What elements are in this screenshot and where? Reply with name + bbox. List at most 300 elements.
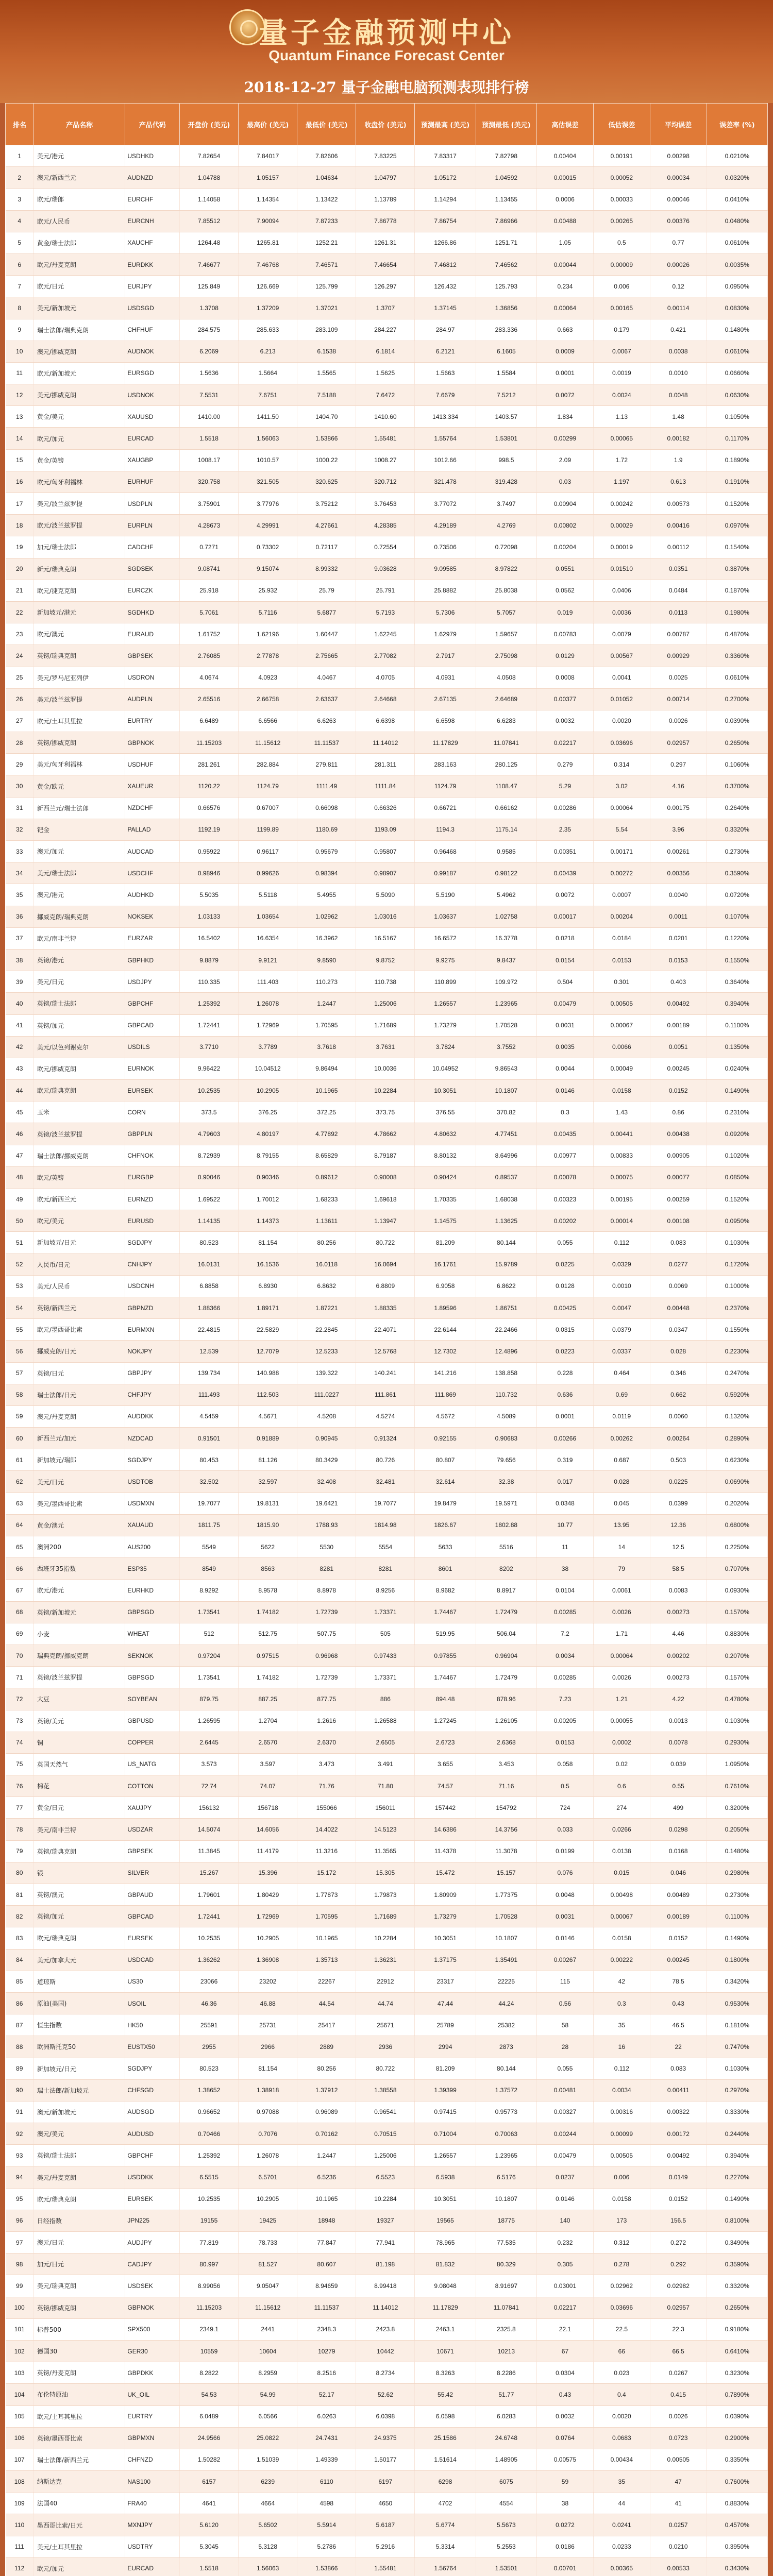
table-cell: 0.687 xyxy=(593,1449,650,1471)
table-cell: EURNOK xyxy=(125,1058,180,1079)
table-cell: 18948 xyxy=(297,2210,356,2231)
table-cell: GBPCHF xyxy=(125,2145,180,2166)
table-cell: 0.1570% xyxy=(707,1667,767,1688)
table-row xyxy=(6,1514,768,1536)
table-cell: 1.38918 xyxy=(239,2079,297,2101)
table-cell: 0.0199 xyxy=(537,1840,594,1862)
table-cell: 0.5 xyxy=(593,232,650,253)
table-cell: 8.99056 xyxy=(180,2275,239,2297)
table-cell: 1.03133 xyxy=(180,906,239,927)
table-cell: 0.0304 xyxy=(537,2362,594,2384)
table-cell: 0.006 xyxy=(593,2166,650,2188)
table-cell: 1.55481 xyxy=(356,428,415,449)
table-cell: 7.86754 xyxy=(415,210,476,232)
table-cell: 英镑/墨西哥比索 xyxy=(33,2427,125,2449)
table-cell: 5633 xyxy=(415,1536,476,1558)
table-cell: USDTRY xyxy=(125,2536,180,2557)
table-cell: 0.95807 xyxy=(356,841,415,862)
table-cell: GBPUSD xyxy=(125,1710,180,1732)
table-cell: 5.4955 xyxy=(297,884,356,906)
table-cell: 0.0146 xyxy=(537,1080,594,1101)
table-cell: 10279 xyxy=(297,2340,356,2362)
table-cell: 8.99332 xyxy=(297,558,356,580)
table-cell: 14.5123 xyxy=(356,1819,415,1840)
table-cell: 6.8632 xyxy=(297,1275,356,1297)
table-cell: NOKSEK xyxy=(125,906,180,927)
table-cell: 0.0257 xyxy=(650,2514,707,2536)
table-cell: 59 xyxy=(537,2471,594,2493)
table-cell: 0.00266 xyxy=(537,1428,594,1449)
table-cell: 0.00802 xyxy=(537,515,594,536)
table-cell: 1.04592 xyxy=(476,167,536,189)
table-cell: 0.0146 xyxy=(537,2188,594,2210)
table-cell: 0.1060% xyxy=(707,754,767,775)
table-row xyxy=(6,667,768,688)
table-cell: 0.0683 xyxy=(593,2427,650,2449)
table-cell: 0.4 xyxy=(593,2384,650,2405)
table-cell: 11 xyxy=(537,1536,594,1558)
table-cell: 11.3565 xyxy=(356,1840,415,1862)
table-cell: 墨西哥比索/日元 xyxy=(33,2514,125,2536)
table-cell: 0.72117 xyxy=(297,536,356,558)
table-row xyxy=(6,253,768,275)
table-cell: 3.77976 xyxy=(239,493,297,515)
table-cell: 9.09585 xyxy=(415,558,476,580)
table-cell: 0.00298 xyxy=(650,145,707,167)
table-cell: 0.00441 xyxy=(593,1123,650,1145)
table-cell: 0.015 xyxy=(593,1862,650,1884)
column-header: 最高价 (美元) xyxy=(239,104,297,145)
table-cell: 11 xyxy=(6,362,34,384)
table-cell: 0.045 xyxy=(593,1493,650,1514)
table-row xyxy=(6,1145,768,1166)
table-cell: 美元/匈牙利福林 xyxy=(33,754,125,775)
table-cell: 0.91324 xyxy=(356,1428,415,1449)
table-cell: 2936 xyxy=(356,2036,415,2058)
table-cell: 0.00411 xyxy=(650,2079,707,2101)
table-cell: 欧元/新西兰元 xyxy=(33,1189,125,1210)
table-cell: 0.1320% xyxy=(707,1405,767,1427)
table-cell: GBPNOK xyxy=(125,2297,180,2318)
table-cell: 140.241 xyxy=(356,1362,415,1384)
table-cell: 9 xyxy=(6,319,34,341)
table-cell: 52 xyxy=(6,1253,34,1275)
table-cell: 64 xyxy=(6,1514,34,1536)
table-cell: 0.66721 xyxy=(415,797,476,819)
table-cell: 110.273 xyxy=(297,971,356,993)
table-cell: 4702 xyxy=(415,2493,476,2514)
table-cell: 0.055 xyxy=(537,2058,594,2079)
table-row xyxy=(6,536,768,558)
table-cell: 8.91697 xyxy=(476,2275,536,2297)
table-cell: 6239 xyxy=(239,2471,297,2493)
table-cell: 1.37021 xyxy=(297,297,356,319)
table-cell: 5.7057 xyxy=(476,601,536,623)
table-cell: 0.99626 xyxy=(239,862,297,884)
table-row xyxy=(6,384,768,406)
table-cell: 10.1965 xyxy=(297,2188,356,2210)
table-cell: 英镑/挪威克朗 xyxy=(33,732,125,754)
table-cell: EURZAR xyxy=(125,927,180,949)
table-cell: 25.8882 xyxy=(415,580,476,601)
table-cell: 22225 xyxy=(476,1971,536,1992)
table-cell: 5.2553 xyxy=(476,2536,536,2557)
table-row xyxy=(6,276,768,297)
table-cell: USDDKK xyxy=(125,2166,180,2188)
table-cell: 10604 xyxy=(239,2340,297,2362)
table-cell: 54 xyxy=(6,1297,34,1318)
table-cell: 0.0723 xyxy=(650,2427,707,2449)
table-cell: 0.5 xyxy=(537,1775,594,1797)
table-cell: EURDKK xyxy=(125,253,180,275)
table-cell: 0.00175 xyxy=(650,797,707,819)
table-cell: 879.75 xyxy=(180,1688,239,1710)
table-cell: 0.70466 xyxy=(180,2123,239,2145)
table-cell: 0.3940% xyxy=(707,993,767,1014)
table-cell: 0.2980% xyxy=(707,1862,767,1884)
table-cell: 1.86751 xyxy=(476,1297,536,1318)
table-cell: 1.14135 xyxy=(180,1210,239,1232)
table-cell: 75 xyxy=(6,1753,34,1775)
table-cell: 519.95 xyxy=(415,1623,476,1645)
table-cell: 2463.1 xyxy=(415,2318,476,2340)
table-cell: 0.415 xyxy=(650,2384,707,2405)
table-cell: 1.26557 xyxy=(415,2145,476,2166)
table-cell: 0.272 xyxy=(650,2232,707,2253)
table-row xyxy=(6,1210,768,1232)
table-cell: 16.0694 xyxy=(356,1253,415,1275)
table-cell: 0.02982 xyxy=(650,2275,707,2297)
table-cell: 54.99 xyxy=(239,2384,297,2405)
table-cell: GBPHKD xyxy=(125,949,180,971)
table-cell: 24.9566 xyxy=(180,2427,239,2449)
table-cell: USDSGD xyxy=(125,297,180,319)
table-cell: 0.00067 xyxy=(593,1014,650,1036)
table-cell: 0.00195 xyxy=(593,1189,650,1210)
table-cell: 澳元/美元 xyxy=(33,2123,125,2145)
table-cell: 10.2535 xyxy=(180,1927,239,1949)
table-row xyxy=(6,2166,768,2188)
table-cell: 0.1540% xyxy=(707,536,767,558)
table-cell: 0.7076 xyxy=(239,2123,297,2145)
table-cell: 欧元/加元 xyxy=(33,428,125,449)
table-row xyxy=(6,1536,768,1558)
table-cell: 0.0484 xyxy=(650,580,707,601)
table-cell: 1.13422 xyxy=(297,189,356,210)
table-cell: 原油(美国) xyxy=(33,1992,125,2014)
table-cell: 0.3950% xyxy=(707,2536,767,2557)
table-cell: AUDUSD xyxy=(125,2123,180,2145)
table-cell: 0.00787 xyxy=(650,623,707,645)
table-cell: 0.1000% xyxy=(707,1275,767,1297)
table-cell: 0.90008 xyxy=(356,1166,415,1188)
table-row xyxy=(6,2297,768,2318)
table-cell: XAUUSD xyxy=(125,406,180,428)
table-cell: 1012.66 xyxy=(415,449,476,471)
table-cell: 0.00049 xyxy=(593,1058,650,1079)
table-cell: 4.27661 xyxy=(297,515,356,536)
table-row xyxy=(6,1732,768,1753)
table-row xyxy=(6,1971,768,1992)
table-cell: 0.297 xyxy=(650,754,707,775)
column-header: 低估误差 xyxy=(593,104,650,145)
table-cell: 25382 xyxy=(476,2014,536,2036)
table-cell: 373.75 xyxy=(356,1101,415,1123)
table-cell: 8.9256 xyxy=(356,1580,415,1601)
table-cell: CHFHUF xyxy=(125,319,180,341)
table-cell: 80.807 xyxy=(415,1449,476,1471)
table-row xyxy=(6,1058,768,1079)
table-cell: 0.1050% xyxy=(707,406,767,428)
table-cell: 0.0041 xyxy=(593,667,650,688)
table-cell: 25591 xyxy=(180,2014,239,2036)
table-cell: 0.00077 xyxy=(650,1166,707,1188)
table-cell: 2.67135 xyxy=(415,688,476,710)
table-cell: 10.2535 xyxy=(180,2188,239,2210)
table-cell: 0.00833 xyxy=(593,1145,650,1166)
table-row xyxy=(6,1688,768,1710)
table-cell: 1.03637 xyxy=(415,906,476,927)
table-cell: NZDCAD xyxy=(125,1428,180,1449)
table-row xyxy=(6,623,768,645)
table-cell: EURCHF xyxy=(125,189,180,210)
table-cell: 77.847 xyxy=(297,2232,356,2253)
table-cell: 1193.09 xyxy=(356,819,415,840)
table-cell: 0.1480% xyxy=(707,1840,767,1862)
table-cell: 0.0390% xyxy=(707,2405,767,2427)
table-cell: 11.11537 xyxy=(297,732,356,754)
table-cell: 0.305 xyxy=(537,2253,594,2275)
table-cell: 14.3756 xyxy=(476,1819,536,1840)
table-cell: EURCNH xyxy=(125,210,180,232)
table-cell: 1.03654 xyxy=(239,906,297,927)
table-cell: 125.799 xyxy=(297,276,356,297)
table-row xyxy=(6,601,768,623)
table-cell: 欧元/瑞典克朗 xyxy=(33,1080,125,1101)
table-cell: 24.6748 xyxy=(476,2427,536,2449)
table-row xyxy=(6,688,768,710)
table-row xyxy=(6,1014,768,1036)
table-cell: 1.13611 xyxy=(297,1210,356,1232)
table-cell: 0.97855 xyxy=(415,1645,476,1666)
table-cell: 新元/瑞典克朗 xyxy=(33,558,125,580)
table-cell: 西班牙35指数 xyxy=(33,1558,125,1580)
table-cell: 88 xyxy=(6,2036,34,2058)
table-cell: 1.74467 xyxy=(415,1667,476,1688)
table-cell: 0.7470% xyxy=(707,2036,767,2058)
table-cell: 0.3590% xyxy=(707,2253,767,2275)
table-cell: 1.38652 xyxy=(180,2079,239,2101)
table-cell: 5.7116 xyxy=(239,601,297,623)
table-cell: 欧元/澳元 xyxy=(33,623,125,645)
table-cell: 5.7306 xyxy=(415,601,476,623)
table-cell: 0.70063 xyxy=(476,2123,536,2145)
table-cell: 0.00489 xyxy=(650,1884,707,1906)
table-cell: 27 xyxy=(6,710,34,732)
table-cell: 4.28385 xyxy=(356,515,415,536)
table-cell: 5549 xyxy=(180,1536,239,1558)
table-cell: 2.6505 xyxy=(356,1732,415,1753)
table-cell: 111.0227 xyxy=(297,1384,356,1405)
table-cell: 0.0329 xyxy=(593,1253,650,1275)
table-cell: 0.00434 xyxy=(593,2449,650,2470)
table-cell: 1.14373 xyxy=(239,1210,297,1232)
table-row xyxy=(6,2253,768,2275)
table-cell: 8.79187 xyxy=(356,1145,415,1166)
table-cell: 0.98946 xyxy=(180,862,239,884)
table-cell: 0.1100% xyxy=(707,1906,767,1927)
table-cell: 澳元/新加坡元 xyxy=(33,2101,125,2123)
table-cell: 0.00492 xyxy=(650,2145,707,2166)
table-cell: 0.7600% xyxy=(707,2471,767,2493)
table-cell: 挪威克朗/瑞典克朗 xyxy=(33,906,125,927)
table-row xyxy=(6,580,768,601)
table-row xyxy=(6,754,768,775)
table-cell: 12.5233 xyxy=(297,1341,356,1362)
table-cell: 0.0035 xyxy=(537,1036,594,1058)
table-cell: 纳斯达克 xyxy=(33,2471,125,2493)
table-cell: 1.25006 xyxy=(356,2145,415,2166)
table-cell: 1.35713 xyxy=(297,1949,356,1971)
column-header: 收盘价 (美元) xyxy=(356,104,415,145)
table-cell: 15.9789 xyxy=(476,1253,536,1275)
table-cell: 5.2786 xyxy=(297,2536,356,2557)
table-cell: 111.869 xyxy=(415,1384,476,1405)
table-cell: 10.2905 xyxy=(239,2188,297,2210)
table-cell: 0.2470% xyxy=(707,1362,767,1384)
table-cell: 5.5190 xyxy=(415,884,476,906)
table-cell: 46.36 xyxy=(180,1992,239,2014)
table-cell: 1.70595 xyxy=(297,1014,356,1036)
table-cell: 507.75 xyxy=(297,1623,356,1645)
table-cell: 48 xyxy=(6,1166,34,1188)
table-cell: AUDSGD xyxy=(125,2101,180,2123)
table-cell: 0.2310% xyxy=(707,1101,767,1123)
table-cell: 1.2447 xyxy=(297,2145,356,2166)
table-cell: COPPER xyxy=(125,1732,180,1753)
table-cell: 0.1810% xyxy=(707,2014,767,2036)
table-cell: 81.527 xyxy=(239,2253,297,2275)
table-cell: 60 xyxy=(6,1428,34,1449)
table-row xyxy=(6,1949,768,1971)
table-cell: 0.96652 xyxy=(180,2101,239,2123)
table-cell: 0.77 xyxy=(650,232,707,253)
table-cell: EURJPY xyxy=(125,276,180,297)
table-cell: 0.00377 xyxy=(537,688,594,710)
table-cell: 0.4570% xyxy=(707,2514,767,2536)
table-cell: 25731 xyxy=(239,2014,297,2036)
table-cell: 0.00064 xyxy=(593,1645,650,1666)
table-cell: 16.6572 xyxy=(415,927,476,949)
table-cell: 1815.90 xyxy=(239,1514,297,1536)
table-cell: 新西兰元/瑞士法郎 xyxy=(33,797,125,819)
table-cell: 黄金/英镑 xyxy=(33,449,125,471)
table-cell: 1.5584 xyxy=(476,362,536,384)
table-cell: FRA40 xyxy=(125,2493,180,2514)
table-cell: 112.503 xyxy=(239,1384,297,1405)
table-cell: 112 xyxy=(6,2557,34,2576)
table-cell: 6.8858 xyxy=(180,1275,239,1297)
table-cell: 19 xyxy=(6,536,34,558)
table-cell: 319.428 xyxy=(476,471,536,493)
table-cell: 66.5 xyxy=(650,2340,707,2362)
table-cell: 25789 xyxy=(415,2014,476,2036)
table-cell: AUDNOK xyxy=(125,341,180,362)
table-cell: 7.2 xyxy=(537,1623,594,1645)
table-cell: 美元/日元 xyxy=(33,1471,125,1493)
table-cell: 2994 xyxy=(415,2036,476,2058)
table-cell: 0.0610% xyxy=(707,341,767,362)
table-cell: 0.0010 xyxy=(593,1275,650,1297)
table-cell: 0.00033 xyxy=(593,189,650,210)
table-cell: 99 xyxy=(6,2275,34,2297)
table-cell: 74.07 xyxy=(239,1775,297,1797)
table-cell: 126.669 xyxy=(239,276,297,297)
table-cell: 41 xyxy=(6,1014,34,1036)
table-cell: 1.37572 xyxy=(476,2079,536,2101)
table-cell: 0.00165 xyxy=(593,297,650,319)
table-cell: 0.00273 xyxy=(650,1601,707,1623)
table-cell: 34 xyxy=(6,862,34,884)
table-cell: 19327 xyxy=(356,2210,415,2231)
table-cell: 156132 xyxy=(180,1797,239,1819)
table-cell: 0.86 xyxy=(650,1101,707,1123)
table-cell: 5.3314 xyxy=(415,2536,476,2557)
table-cell: 1.68233 xyxy=(297,1189,356,1210)
table-cell: 1.02758 xyxy=(476,906,536,927)
table-cell: 0.95679 xyxy=(297,841,356,862)
table-row xyxy=(6,645,768,667)
table-cell: 36 xyxy=(6,906,34,927)
table-cell: 0.0152 xyxy=(650,2188,707,2210)
column-header: 最低价 (美元) xyxy=(297,104,356,145)
table-cell: 102 xyxy=(6,2340,34,2362)
table-cell: 0.0153 xyxy=(650,949,707,971)
table-cell: 10.2284 xyxy=(356,1927,415,1949)
table-cell: 0.613 xyxy=(650,471,707,493)
table-cell: 0.2970% xyxy=(707,2079,767,2101)
table-cell: 16.1761 xyxy=(415,1253,476,1275)
table-cell: 0.636 xyxy=(537,1384,594,1405)
table-cell: 284.97 xyxy=(415,319,476,341)
table-cell: 0.234 xyxy=(537,276,594,297)
table-cell: GBPCAD xyxy=(125,1906,180,1927)
table-row xyxy=(6,1275,768,1297)
table-cell: 79 xyxy=(6,1840,34,1862)
table-cell: 6298 xyxy=(415,2471,476,2493)
table-cell: 110.899 xyxy=(415,971,476,993)
table-cell: 1.62245 xyxy=(356,623,415,645)
table-cell: 0.346 xyxy=(650,1362,707,1384)
table-cell: 6.5523 xyxy=(356,2166,415,2188)
table-cell: 1264.48 xyxy=(180,232,239,253)
table-cell: 0.0048 xyxy=(650,384,707,406)
table-cell: 4.77892 xyxy=(297,1123,356,1145)
table-cell: 8.8978 xyxy=(297,1580,356,1601)
table-cell: 美元/新加坡元 xyxy=(33,297,125,319)
table-cell: 英镑/美元 xyxy=(33,1710,125,1732)
table-cell: 1124.79 xyxy=(415,775,476,797)
table-cell: 6.5701 xyxy=(239,2166,297,2188)
table-cell: 11.07841 xyxy=(476,2297,536,2318)
table-cell: 0.9180% xyxy=(707,2318,767,2340)
table-cell: 372.25 xyxy=(297,1101,356,1123)
table-cell: 0.0347 xyxy=(650,1319,707,1341)
table-cell: 1.51039 xyxy=(239,2449,297,2470)
table-cell: 40 xyxy=(6,993,34,1014)
table-cell: 加元/日元 xyxy=(33,2253,125,2275)
table-cell: 0.0038 xyxy=(650,341,707,362)
